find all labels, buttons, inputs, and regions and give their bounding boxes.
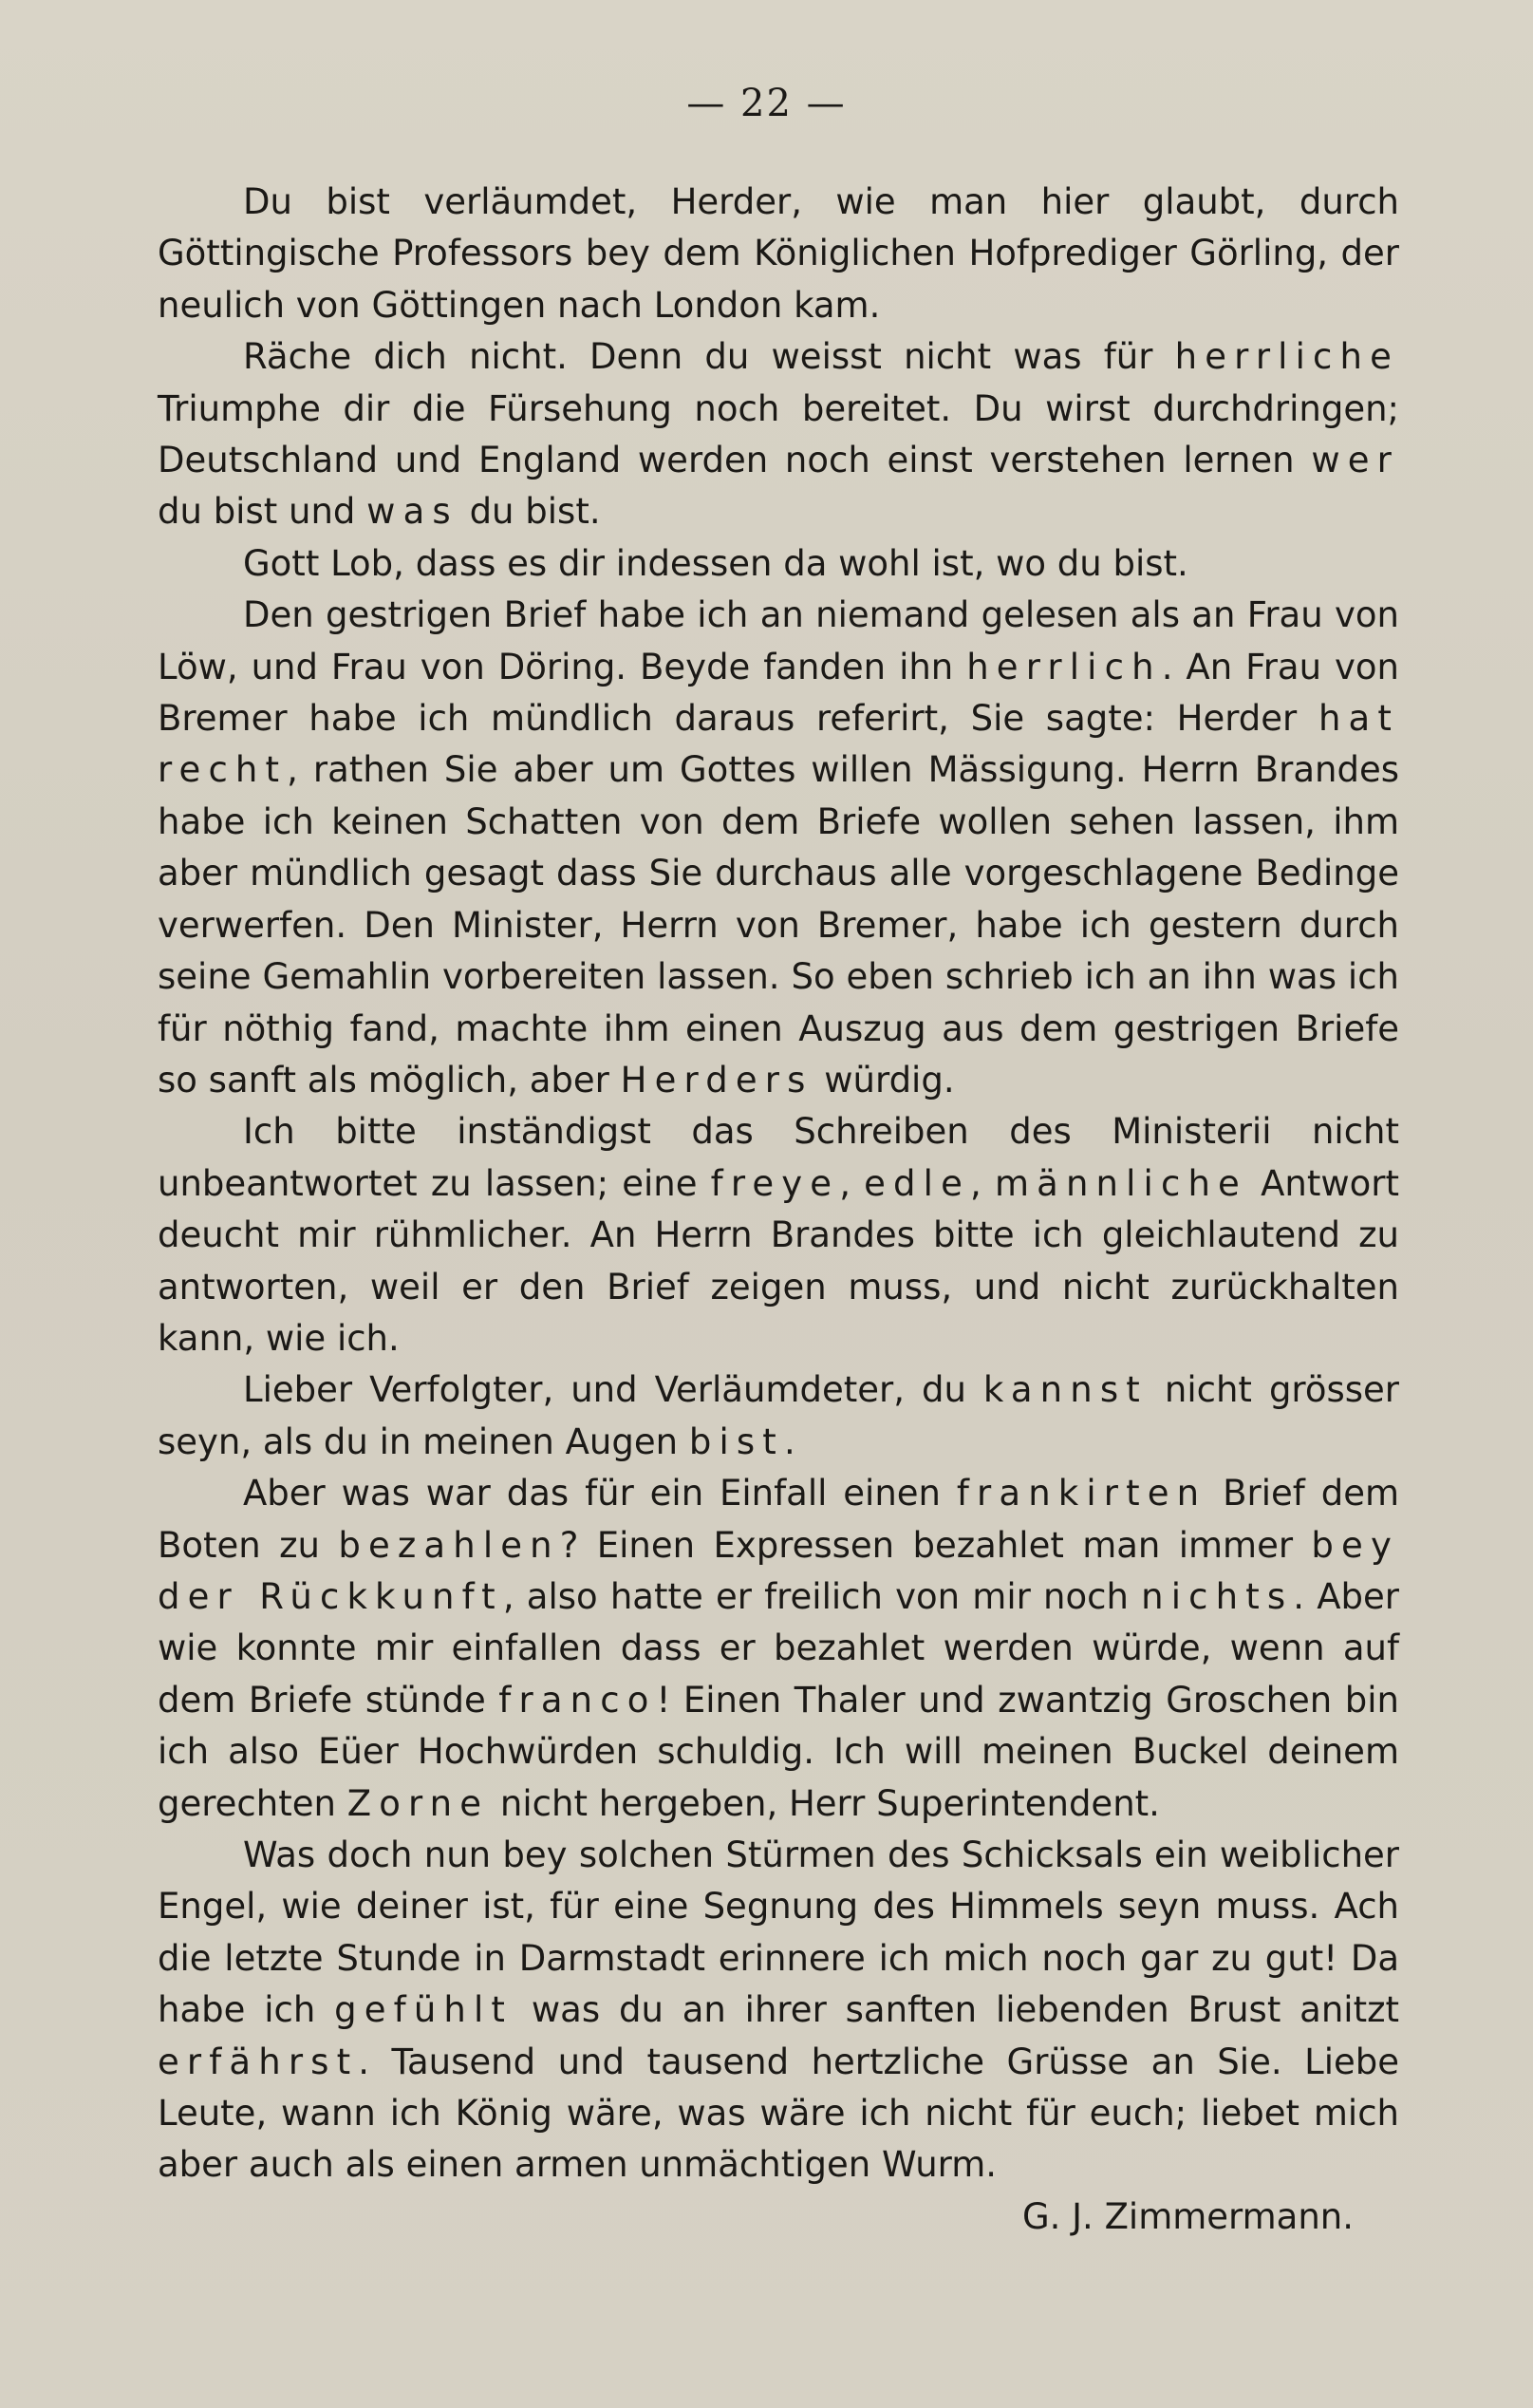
emphasized-text: frankirten — [956, 1473, 1207, 1514]
text-run: Was doch nun bey solchen Stürmen des Schicksals ein weiblicher Engel, wie deiner ist, für eine Segnung des Himmels seyn muss. Ach die letzte Stunde in Darmstadt erinnere ich mich noch gar zu gut! Da habe ich — [158, 1834, 1399, 2031]
paragraph-bitte — [158, 1106, 1399, 1364]
emphasized-text: edle — [864, 1162, 971, 1204]
emphasized-text: herrliche — [1174, 336, 1399, 378]
text-run: Lieber Verfolgter, und Verläumdeter, du — [243, 1369, 983, 1411]
text-run: . Aber wie konnte mir einfallen dass er bezahlet werden würde, wenn auf dem Briefe stünde — [158, 1575, 1399, 1721]
text-run: . — [783, 1420, 795, 1462]
text-run: nicht grösser seyn, als du in meinen Augen — [158, 1369, 1399, 1462]
letter-body — [158, 177, 1399, 2243]
text-run: Triumphe dir die Fürsehung noch bereitet. Du wirst durchdringen; Deutschland und England werden noch einst verstehen lernen — [158, 387, 1399, 481]
text-run: , — [839, 1162, 865, 1204]
paragraph-verfolgter — [158, 1364, 1399, 1468]
emphasized-text: bey der Rückkunft — [158, 1524, 1399, 1617]
emphasized-text: hat recht — [158, 698, 1399, 791]
text-run: würdig. — [813, 1059, 955, 1101]
text-run: Gott Lob, dass es dir indessen da wohl ist, wo du bist. — [243, 542, 1188, 584]
text-run: nicht hergeben, Herr Superintendent. — [489, 1782, 1160, 1824]
emphasized-text: was — [366, 491, 458, 533]
paragraph-rache — [158, 331, 1399, 538]
page-number: — 22 — — [686, 82, 847, 125]
emphasized-text: herrlich — [966, 646, 1162, 687]
text-run: Du bist verläumdet, Herder, wie man hier glaubt, durch Göttingische Professors bey dem Königlichen Hofprediger Görling, der neulich von Göttingen nach London kam. — [158, 181, 1399, 326]
emphasized-text: franco — [498, 1679, 657, 1721]
text-run: Ich bitte inständigst das Schreiben des Ministerii nicht unbeantwortet zu lassen; eine — [158, 1111, 1399, 1204]
paragraph-engel — [158, 1830, 1399, 2192]
paragraph-gestriger-brief — [158, 590, 1399, 1106]
text-run: ! Einen Thaler und zwantzig Groschen bin ich also Eüer Hochwürden schuldig. Ich will meinen Buckel deinem gerechten — [158, 1679, 1399, 1824]
text-run: , — [970, 1162, 995, 1204]
emphasized-text: wer — [1311, 440, 1399, 481]
text-run: Aber was war das für ein Einfall einen — [243, 1473, 957, 1514]
emphasized-text: gefühlt — [334, 1989, 514, 2031]
text-run: du bist. — [458, 491, 601, 533]
emphasized-text: nichts — [1141, 1575, 1294, 1617]
text-run: Brief dem Boten zu — [158, 1473, 1399, 1566]
emphasized-text: freye — [710, 1162, 840, 1204]
emphasized-text: bist — [688, 1420, 784, 1462]
paragraph-verlaeumdet — [158, 177, 1399, 331]
text-run: , also hatte er freilich von mir noch — [502, 1575, 1142, 1617]
text-run: Den gestrigen Brief habe ich an niemand gelesen als an Frau von Löw, und Frau von Döring. Beyde fanden ihn — [158, 594, 1399, 687]
emphasized-text: bezahlen — [338, 1524, 560, 1566]
text-run: , rathen Sie aber um Gottes willen Mässigung. Herrn Brandes habe ich keinen Schatten von dem Briefe wollen sehen lassen, ihm aber mündlich gesagt dass Sie durchaus alle vorgeschlagene Bedinge verwerfen. Den Minister, Herrn von Bremer, habe ich gestern durch seine Gemahlin vorbereiten lassen. So eben schrieb ich an ihn was ich für nöthig fand, machte ihm einen Auszug aus dem gestrigen Briefe so sanft als möglich, aber — [158, 749, 1399, 1101]
text-run: was du an ihrer sanften liebenden Brust anitzt — [513, 1989, 1400, 2031]
paragraph-einfall — [158, 1468, 1399, 1830]
text-run: Räche dich nicht. Denn du weisst nicht was für — [243, 336, 1175, 378]
emphasized-text: erfährst — [158, 2041, 359, 2082]
text-run: du bist und — [158, 491, 367, 533]
emphasized-text: Zorne — [346, 1782, 490, 1824]
paragraph-gott-lob — [158, 538, 1399, 590]
emphasized-text: männliche — [994, 1162, 1247, 1204]
emphasized-text: kannst — [982, 1369, 1148, 1411]
emphasized-text: Herders — [620, 1059, 813, 1101]
text-run: ? Einen Expressen bezahlet man immer — [559, 1524, 1312, 1566]
text-run: Antwort deucht mir rühmlicher. An Herrn Brandes bitte ich gleichlautend zu antworten, weil er den Brief zeigen muss, und nicht zurückhalten kann, wie ich. — [158, 1162, 1400, 1359]
signature: G. J. Zimmermann. — [1021, 2195, 1354, 2237]
text-run: . An Frau von Bremer habe ich mündlich daraus referirt, Sie sagte: Herder — [158, 646, 1399, 740]
text-run: . Tausend und tausend hertzliche Grüsse an Sie. Liebe Leute, wann ich König wäre, was wäre ich nicht für euch; liebet mich aber auch als einen armen unmächtigen Wurm. — [158, 2041, 1399, 2186]
